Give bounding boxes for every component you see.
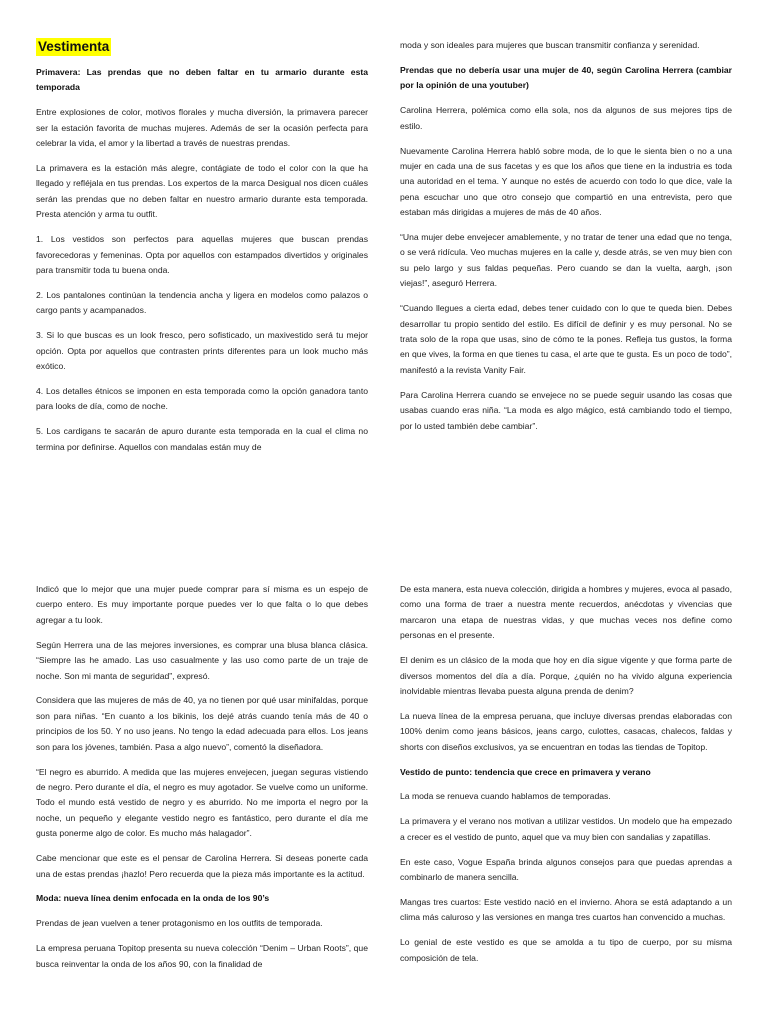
paragraph: Cabe mencionar que este es el pensar de Carolina Herrera. Si deseas ponerte cada una de estas prendas ¡hazlo! Pero recuerda que la pieza más importante es la actitud. [36, 853, 368, 879]
section-heading: Moda: nueva línea denim enfocada en la onda de los 90’s [36, 893, 270, 904]
page2-left-column [36, 582, 368, 982]
paragraph: moda y son ideales para mujeres que buscan transmitir confianza y serenidad. [400, 40, 700, 50]
paragraph: Lo genial de este vestido es que se amolda a tu tipo de cuerpo, por su misma composición de tela. [400, 937, 732, 963]
paragraph: “Cuando llegues a cierta edad, debes tener cuidado con lo que te queda bien. Debes desarrollar tu propio sentido del estilo. Es difícil de definir y es muy personal. No se trata solo de la ropa que usas, sino de cómo te la pones. Refleja tus gustos, la forma en que vives, la forma en que tienes tu casa, el arte que te gusta. Es un poco de todo”, manifestó a la revista Vanity Fair. [400, 303, 732, 375]
paragraph: La empresa peruana Topitop presenta su nueva colección “Denim – Urban Roots”, que busca reinventar la onda de los años 90, con la finalidad de [36, 943, 368, 969]
page2-left-content [36, 582, 368, 972]
paragraph: “Una mujer debe envejecer amablemente, y no tratar de tener una edad que no tenga, o se verá ridícula. Veo muchas mujeres en la calle y, desde atrás, se ven muy bien con su pelo largo y sus faldas pequeñas. Pero cuando se dan la vuelta, aargh, ¡son viejas!”, aseguró Herrera. [400, 232, 732, 289]
paragraph: 4. Los detalles étnicos se imponen en esta temporada como la opción ganadora tanto para looks de día, como de noche. [36, 385, 368, 412]
paragraph: La primavera y el verano nos motivan a utilizar vestidos. Un modelo que ha empezado a crecer es el vestido de punto, aquel que va muy bien con sandalias y zapatillas. [400, 816, 732, 842]
paragraph: Carolina Herrera, polémica como ella sola, nos da algunos de sus mejores tips de estilo. [400, 105, 732, 131]
paragraph: “El negro es aburrido. A medida que las mujeres envejecen, juegan seguras vistiendo de negro. Pero durante el día, el negro es muy agotador. Se vuelve como un uniforme. Todo el mundo está vestido de negro y es aburrido. No me importa el negro por la noche, un pequeño y elegante vestido negro es fantástico, pero durante el día me gusta ponerme algo de color. Es mucho más halagador”. [36, 766, 368, 839]
page1-left-column [36, 38, 368, 465]
paragraph: Mangas tres cuartos: Este vestido nació en el invierno. Ahora se está adaptando a un clima más caluroso y las versiones en manga tres cuartos han convencido a muchas. [400, 897, 732, 923]
paragraph: Prendas de jean vuelven a tener protagonismo en los outfits de temporada. [36, 918, 323, 929]
paragraph: 1. Los vestidos son perfectos para aquellas mujeres que buscan prendas favorecedoras y femeninas. Opta por aquellos con estampados divertidos y originales para transmitir toda tu buena onda. [36, 234, 368, 275]
paragraph: 3. Si lo que buscas es un look fresco, pero sofisticado, un maxivestido será tu mejor opción. Opta por aquellos que contrasten prints diferentes para un look mucho más exótico. [36, 330, 368, 371]
page1-right-column [400, 38, 732, 443]
paragraph: Nuevamente Carolina Herrera habló sobre moda, de lo que le sienta bien o no a una mujer en cada una de sus facetas y es que los años que tiene en la industria es toda una autoridad en el tema. Y aunque no estés de acuerdo con todo lo que dice, vale la pena escuchar uno que otro consejo que compartió en una entrevista, pero que estaban más dirigidas a mujeres de más de 40 años. [400, 145, 732, 218]
paragraph: Para Carolina Herrera cuando se envejece no se puede seguir usando las cosas que usabas cuando eras niña. “La moda es algo mágico, está cambiando todo el tiempo, por lo usted también debe cambiar”. [400, 389, 732, 431]
page2-right-content [400, 582, 732, 966]
section-heading: Vestido de punto: tendencia que crece en primavera y verano [400, 766, 651, 777]
paragraph: Según Herrera una de las mejores inversiones, es comprar una blusa blanca clásica. “Siempre las he amado. Las uso casualmente y las uso como parte de un traje de noche. Son mi manta de seguridad”, expresó. [36, 639, 368, 681]
paragraph: De esta manera, esta nueva colección, dirigida a hombres y mujeres, evoca al pasado, como una forma de traer a nuestra mente recuerdos, anécdotas y vivencias que marcaron una etapa de nuestras vidas, y que muchas veces nos define como personas en el presente. [400, 584, 732, 641]
paragraph: 5. Los cardigans te sacarán de apuro durante esta temporada en la cual el clima no termina por definirse. Aquellos con mandalas están muy de [36, 426, 368, 452]
paragraph: Considera que las mujeres de más de 40, ya no tienen por qué usar minifaldas, porque son para niñas. “En cuanto a los bikinis, los dejé atrás cuando tenía más de 40 o principios de los 50. Y no uso jeans. No tengo la edad adecuada para ellos. Los jeans son para los jóvenes, también. Pasa a algo nuevo”, comentó la diseñadora. [36, 695, 368, 752]
paragraph: En este caso, Vogue España brinda algunos consejos para que puedas aprendas a combinarlo de manera sencilla. [400, 856, 732, 883]
section-heading: Primavera: Las prendas que no deben faltar en tu armario durante esta temporada [36, 67, 368, 93]
section-heading: Prendas que no debería usar una mujer de 40, según Carolina Herrera (cambiar por la opinión de una youtuber) [400, 64, 732, 91]
paragraph: Entre explosiones de color, motivos florales y mucha diversión, la primavera parecer ser la estación favorita de muchas mujeres. Además de ser la ocasión perfecta para celebrar la vida, el amor y la libertad a través de nuestras prendas. [36, 107, 368, 149]
paragraph: La nueva línea de la empresa peruana, que incluye diversas prendas elaboradas con 100% denim como jeans básicos, jeans cargo, culottes, casacas, chalecos, faldas y shorts con diseños exclusivos, ya se encuentran en todas las tiendas de Topitop. [400, 710, 732, 752]
document-title: Vestimenta [38, 39, 110, 54]
document-page-2 [0, 512, 768, 1024]
page1-left-content [36, 65, 368, 455]
page1-right-content [400, 38, 732, 434]
paragraph: 2. Los pantalones continúan la tendencia ancha y ligera en modelos como palazos o cargo pants y acampanados. [36, 289, 368, 316]
page2-right-column [400, 582, 732, 976]
paragraph: La moda se renueva cuando hablamos de temporadas. [400, 791, 611, 802]
paragraph: Indicó que lo mejor que una mujer puede comprar para sí misma es un espejo de cuerpo entero. Es muy importante porque puedes ver lo que falta o lo que debes agregar a tu look. [36, 584, 368, 625]
paragraph: El denim es un clásico de la moda que hoy en día sigue vigente y que forma parte de diversos momentos del día a día. Porque, ¿quién no ha vivido alguna experiencia inolvidable mientras llevaba puesta alguna prenda de denim? [400, 655, 732, 696]
paragraph: La primavera es la estación más alegre, contágiate de todo el color con la que ha llegado y refléjala en tus prendas. Los expertos de la marca Desigual nos dicen cuáles serán las prendas que no deben faltar en nuestro armario durante esta temporada. Presta atención y arma tu outfit. [36, 163, 368, 220]
